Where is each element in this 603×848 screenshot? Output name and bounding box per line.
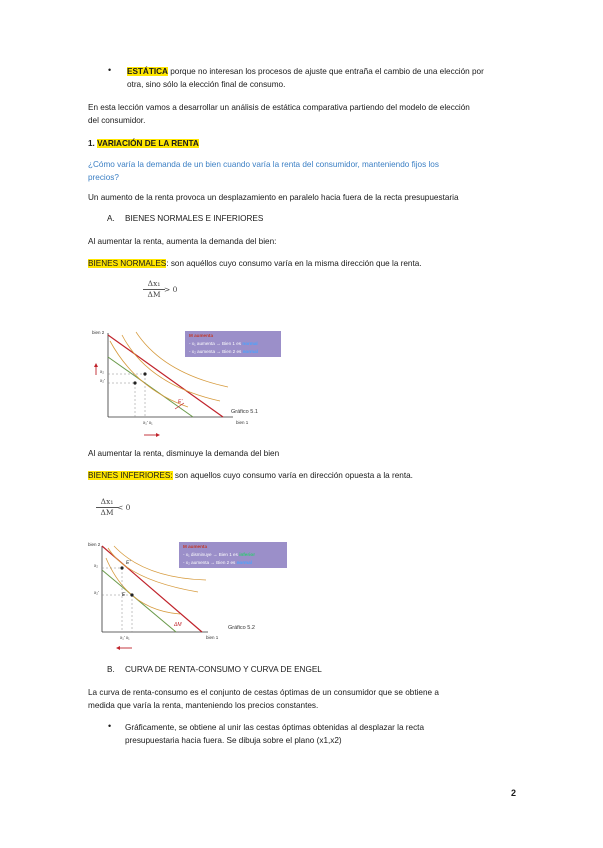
chart2-legend-title: M aumenta bbox=[183, 544, 207, 549]
question-line1: ¿Cómo varía la demanda de un bien cuando varía la renta del consumidor, manteniendo fijos los bbox=[88, 160, 439, 169]
subsection-a-letter: A. bbox=[107, 214, 115, 223]
normal-goods-text: : son aquéllos cuyo consumo varía en la misma dirección que la renta. bbox=[166, 259, 422, 268]
chart2-legend-row2 bbox=[183, 559, 283, 567]
chart2-legend-row2-text: - x₂ aumenta → Bien 2 es bbox=[183, 560, 237, 565]
section-1-heading bbox=[88, 137, 199, 150]
section-1-number: 1. bbox=[88, 139, 98, 148]
chart2-point-label-top: E' bbox=[126, 560, 131, 566]
normal-goods-term: BIENES NORMALES bbox=[88, 259, 167, 268]
rent-statement: Un aumento de la renta provoca un desplazamiento en paralelo hacia fuera de la recta presupuestaria bbox=[88, 193, 459, 202]
page-number: 2 bbox=[511, 788, 517, 798]
increase-demand-text: Al aumentar la renta, aumenta la demanda del bien: bbox=[88, 237, 277, 246]
chart1-legend-row1-type: normal bbox=[242, 341, 258, 346]
inferior-goods-text: son aquellos cuyo consumo varía en dirección opuesta a la renta. bbox=[172, 471, 413, 480]
chart2-legend bbox=[179, 542, 287, 568]
chart2-tick-y1: x₂' bbox=[94, 590, 99, 595]
chart2-tick-x: x₁' x₁ bbox=[120, 635, 130, 640]
right-arrow-head bbox=[156, 433, 160, 437]
curve-paragraph-line2: medida que varía la renta, manteniendo los precios constantes. bbox=[88, 701, 319, 710]
inferior-formula-numerator: Δx₁ bbox=[100, 497, 114, 506]
subsection-a-title: BIENES NORMALES E INFERIORES bbox=[125, 214, 264, 223]
chart1-legend-row2-type: normal bbox=[242, 349, 258, 354]
lesson-paragraph-line2: del consumidor. bbox=[88, 116, 146, 125]
inferior-formula-denominator: ΔM bbox=[96, 507, 118, 517]
inferior-goods-definition bbox=[88, 469, 413, 482]
chart2-point-label-bottom: E bbox=[122, 592, 126, 598]
chart2-legend-row1-text: - x₁ disminuye → Bien 1 es bbox=[183, 552, 240, 557]
subsection-b-title: CURVA DE RENTA-CONSUMO Y CURVA DE ENGEL bbox=[125, 665, 322, 674]
intro-bullet-text: porque no interesan los procesos de ajuste que entraña el cambio de una elección por bbox=[167, 67, 484, 76]
inferior-formula bbox=[96, 497, 118, 517]
chart2-y-label: bien 2 bbox=[88, 542, 101, 547]
chart1-x-label: bien 1 bbox=[236, 420, 249, 425]
inferior-goods-term: BIENES INFERIORES: bbox=[88, 471, 173, 480]
chart2-line-label: ΔM bbox=[174, 622, 182, 628]
chart2-caption: Gráfico 5.2 bbox=[228, 625, 255, 631]
chart2-legend-row2-type: normal bbox=[236, 560, 252, 565]
chart1-legend-row2-text: - x₂ aumenta → Bien 2 es bbox=[189, 349, 243, 354]
optimum-initial bbox=[130, 593, 133, 596]
bullet-dot: • bbox=[108, 65, 112, 75]
normal-formula-denominator: ΔM bbox=[143, 289, 165, 299]
optimum-new bbox=[120, 566, 123, 569]
bullet-dot: • bbox=[108, 721, 112, 731]
chart1-tick-y2: x₂ bbox=[100, 369, 104, 374]
chart1-tick-x: x₁' x₁ bbox=[143, 420, 153, 425]
graphic-bullet-line1: Gráficamente, se obtiene al unir las cestas óptimas obtenidas al desplazar la recta bbox=[125, 723, 425, 732]
chart1-caption: Gráfico 5.1 bbox=[231, 409, 258, 415]
graphic-bullet-line2: presupuestaria hacia fuera. Se dibuja sobre el plano (x1,x2) bbox=[125, 736, 342, 745]
estatica-term: ESTÁTICA bbox=[127, 67, 168, 76]
normal-formula-numerator: Δx₁ bbox=[147, 279, 161, 288]
budget-line-initial bbox=[102, 570, 176, 632]
up-arrow-head bbox=[94, 363, 98, 367]
subsection-b-letter: B. bbox=[107, 665, 115, 674]
left-arrow-head bbox=[116, 646, 120, 650]
chart2-legend-row1-type: inferior bbox=[239, 552, 256, 557]
optimum-initial bbox=[133, 381, 136, 384]
chart1-legend-row1 bbox=[189, 340, 277, 348]
chart2-x-label: bien 1 bbox=[206, 635, 219, 640]
section-1-title: VARIACIÓN DE LA RENTA bbox=[97, 139, 199, 148]
chart1-y-label: bien 2 bbox=[92, 330, 105, 335]
lesson-paragraph-line1: En esta lección vamos a desarrollar un análisis de estática comparativa partiendo del modelo de elección bbox=[88, 103, 470, 112]
intro-bullet-line2: otra, sino sólo la elección final de consumo. bbox=[127, 80, 286, 89]
normal-goods-definition bbox=[88, 257, 422, 270]
chart1-legend-row1-text: - x₁ aumenta → Bien 1 es bbox=[189, 341, 243, 346]
optimum-new bbox=[143, 372, 146, 375]
curve-paragraph-line1: La curva de renta-consumo es el conjunto de cestas óptimas de un consumidor que se obtiene a bbox=[88, 688, 439, 697]
chart1-legend-row2 bbox=[189, 348, 277, 356]
chart2-tick-y2: x₂ bbox=[94, 563, 98, 568]
chart1-legend-title: M aumenta bbox=[189, 333, 213, 338]
intro-bullet-line1 bbox=[127, 65, 537, 78]
inferior-formula-relation: < 0 bbox=[117, 503, 131, 512]
chart-inferior-goods bbox=[88, 540, 288, 655]
decrease-demand-text: Al aumentar la renta, disminuye la demanda del bien bbox=[88, 449, 280, 458]
question-line2: precios? bbox=[88, 173, 119, 182]
normal-formula bbox=[143, 279, 165, 299]
chart1-legend bbox=[185, 331, 281, 357]
chart1-point-label: E' bbox=[178, 399, 183, 405]
chart1-tick-y1: x₂' bbox=[100, 378, 105, 383]
normal-formula-relation: > 0 bbox=[164, 285, 178, 294]
chart-normal-goods bbox=[88, 327, 278, 442]
chart2-legend-row1 bbox=[183, 551, 283, 559]
